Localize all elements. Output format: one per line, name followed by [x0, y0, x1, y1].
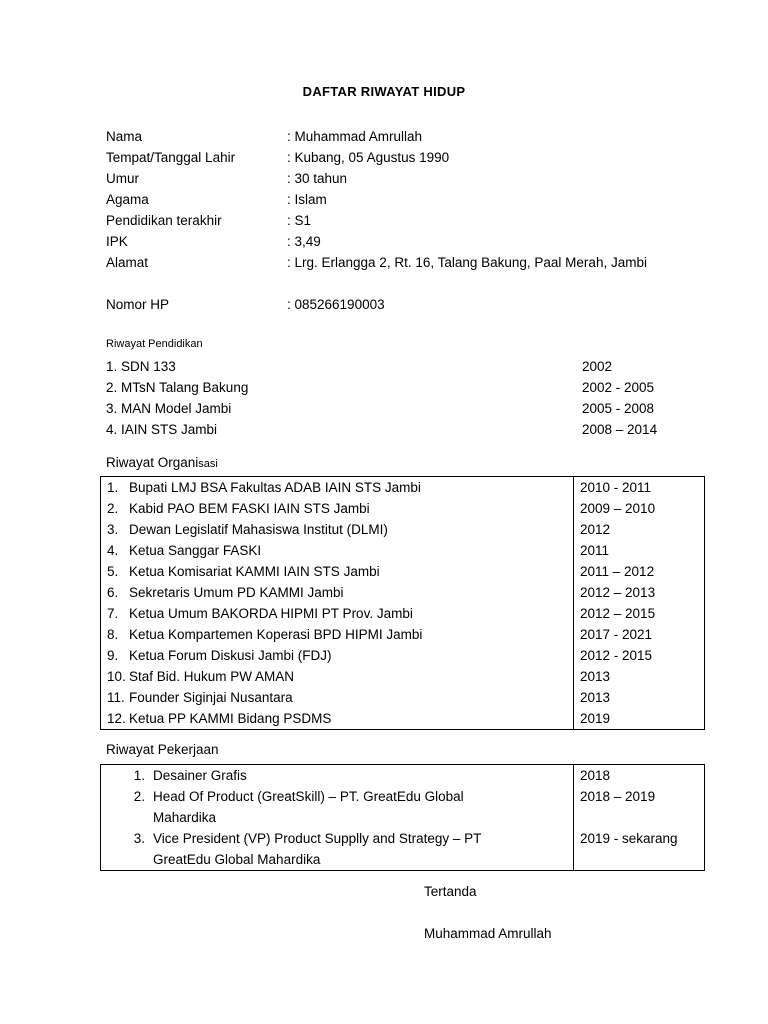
org-year: 2012	[574, 519, 705, 540]
org-name: Staf Bid. Hukum PW AMAN	[129, 669, 295, 684]
work-title-cont: GreatEdu Global Mahardika	[153, 852, 321, 867]
org-num: 5.	[107, 564, 119, 579]
org-year: 2010 - 2011	[574, 477, 705, 499]
list-item	[106, 398, 706, 419]
org-name: Founder Siginjai Nusantara	[129, 690, 293, 705]
org-num: 10.	[107, 669, 126, 684]
org-name: Ketua Sanggar FASKI	[129, 543, 262, 558]
bio-value: : 3,49	[287, 234, 321, 249]
table-row	[101, 582, 705, 603]
org-name: Kabid PAO BEM FASKI IAIN STS Jambi	[129, 501, 370, 516]
org-name-cell	[101, 624, 574, 645]
bio-row-birth	[106, 147, 726, 168]
org-num: 9.	[107, 648, 119, 663]
org-num: 3.	[107, 522, 119, 537]
org-name: Sekretaris Umum PD KAMMI Jambi	[129, 585, 344, 600]
school-name: 2. MTsN Talang Bakung	[106, 380, 249, 395]
work-year: 2018 – 2019	[574, 786, 705, 828]
org-name-cell	[101, 687, 574, 708]
organization-table	[100, 476, 705, 730]
table-row	[101, 786, 705, 828]
bio-row-religion	[106, 189, 726, 210]
list-item	[106, 377, 706, 398]
org-name: Ketua Komisariat KAMMI IAIN STS Jambi	[129, 564, 380, 579]
org-name-cell	[101, 561, 574, 582]
org-num: 12.	[107, 711, 126, 726]
bio-label: Nomor HP	[106, 297, 170, 312]
work-title-cell	[101, 786, 574, 828]
table-row	[101, 828, 705, 871]
document-title: DAFTAR RIWAYAT HIDUP	[302, 84, 466, 99]
work-table	[100, 764, 705, 871]
org-num: 8.	[107, 627, 119, 642]
org-name-cell	[101, 666, 574, 687]
bio-value: : Islam	[287, 192, 327, 207]
org-num: 1.	[107, 480, 119, 495]
table-row	[101, 477, 705, 499]
org-name: Ketua PP KAMMI Bidang PSDMS	[129, 711, 332, 726]
bio-value: : 085266190003	[287, 297, 385, 312]
table-row	[101, 666, 705, 687]
work-title: Desainer Grafis	[153, 768, 247, 783]
bio-row-name	[106, 126, 726, 147]
org-name-cell	[101, 582, 574, 603]
bio-label: Alamat	[106, 255, 149, 270]
org-name-cell	[101, 540, 574, 561]
table-row	[101, 687, 705, 708]
organization-heading	[106, 455, 218, 470]
signature-label: Tertanda	[424, 884, 477, 899]
table-row	[101, 561, 705, 582]
biodata-section	[106, 126, 726, 315]
org-name-cell	[101, 477, 574, 499]
bio-row-education	[106, 210, 726, 231]
work-title-cell	[101, 828, 574, 871]
org-name-cell	[101, 708, 574, 730]
work-title-cell	[101, 765, 574, 787]
list-item	[106, 356, 706, 377]
org-year: 2012 – 2013	[574, 582, 705, 603]
table-row	[101, 519, 705, 540]
org-name: Ketua Forum Diskusi Jambi (FDJ)	[129, 648, 332, 663]
bio-row-phone	[106, 294, 726, 315]
school-year: 2002	[582, 359, 613, 374]
org-name-cell	[101, 498, 574, 519]
org-year: 2012 - 2015	[574, 645, 705, 666]
school-name: 4. IAIN STS Jambi	[106, 422, 218, 437]
org-name-cell	[101, 645, 574, 666]
work-num: 2.	[133, 789, 145, 804]
bio-label: Agama	[106, 192, 149, 207]
work-title: Head Of Product (GreatSkill) – PT. GreatEdu Global	[153, 789, 464, 804]
work-year: 2019 - sekarang	[574, 828, 705, 871]
table-row	[101, 765, 705, 787]
work-title: Vice President (VP) Product Supplly and Strategy – PT	[153, 831, 482, 846]
org-year: 2012 – 2015	[574, 603, 705, 624]
org-num: 6.	[107, 585, 119, 600]
bio-value: : S1	[287, 213, 312, 228]
organization-heading-suffix: sasi	[198, 458, 218, 470]
bio-row-gpa	[106, 231, 726, 252]
organization-heading-main: Riwayat Organi	[106, 455, 199, 470]
org-year: 2011	[574, 540, 705, 561]
bio-row-address	[106, 252, 726, 273]
org-num: 11.	[107, 690, 125, 705]
org-year: 2013	[574, 687, 705, 708]
table-row	[101, 603, 705, 624]
bio-value: : 30 tahun	[287, 171, 348, 186]
table-row	[101, 540, 705, 561]
table-row	[101, 498, 705, 519]
org-year: 2017 - 2021	[574, 624, 705, 645]
org-num: 4.	[107, 543, 119, 558]
school-year: 2005 - 2008	[582, 401, 655, 416]
school-name: 1. SDN 133	[106, 359, 176, 374]
bio-value: : Muhammad Amrullah	[287, 129, 423, 144]
bio-row-age	[106, 168, 726, 189]
bio-label: IPK	[106, 234, 128, 249]
school-name: 3. MAN Model Jambi	[106, 401, 232, 416]
work-num: 1.	[133, 768, 145, 783]
bio-value: : Kubang, 05 Agustus 1990	[287, 150, 450, 165]
org-num: 2.	[107, 501, 119, 516]
org-num: 7.	[107, 606, 119, 621]
work-year: 2018	[574, 765, 705, 787]
signature-name: Muhammad Amrullah	[424, 926, 552, 941]
work-heading: Riwayat Pekerjaan	[106, 742, 219, 757]
org-name: Ketua Umum BAKORDA HIPMI PT Prov. Jambi	[129, 606, 413, 621]
org-year: 2013	[574, 666, 705, 687]
work-title-cont: Mahardika	[153, 810, 217, 825]
bio-label: Nama	[106, 129, 143, 144]
org-year: 2019	[574, 708, 705, 730]
work-num: 3.	[133, 831, 145, 846]
education-heading: Riwayat Pendidikan	[106, 338, 203, 350]
org-year: 2009 – 2010	[574, 498, 705, 519]
education-list	[106, 356, 706, 440]
org-name: Dewan Legislatif Mahasiswa Institut (DLMI)	[129, 522, 388, 537]
list-item	[106, 419, 706, 440]
org-name-cell	[101, 603, 574, 624]
org-name-cell	[101, 519, 574, 540]
bio-value: : Lrg. Erlangga 2, Rt. 16, Talang Bakung, Paal Merah, Jambi	[287, 255, 647, 270]
org-name: Ketua Kompartemen Koperasi BPD HIPMI Jambi	[129, 627, 423, 642]
org-name: Bupati LMJ BSA Fakultas ADAB IAIN STS Jambi	[129, 480, 421, 495]
bio-label: Umur	[106, 171, 139, 186]
org-year: 2011 – 2012	[574, 561, 705, 582]
table-row	[101, 708, 705, 730]
school-year: 2008 – 2014	[582, 422, 658, 437]
bio-label: Pendidikan terakhir	[106, 213, 222, 228]
school-year: 2002 - 2005	[582, 380, 655, 395]
table-row	[101, 645, 705, 666]
bio-label: Tempat/Tanggal Lahir	[106, 150, 236, 165]
table-row	[101, 624, 705, 645]
